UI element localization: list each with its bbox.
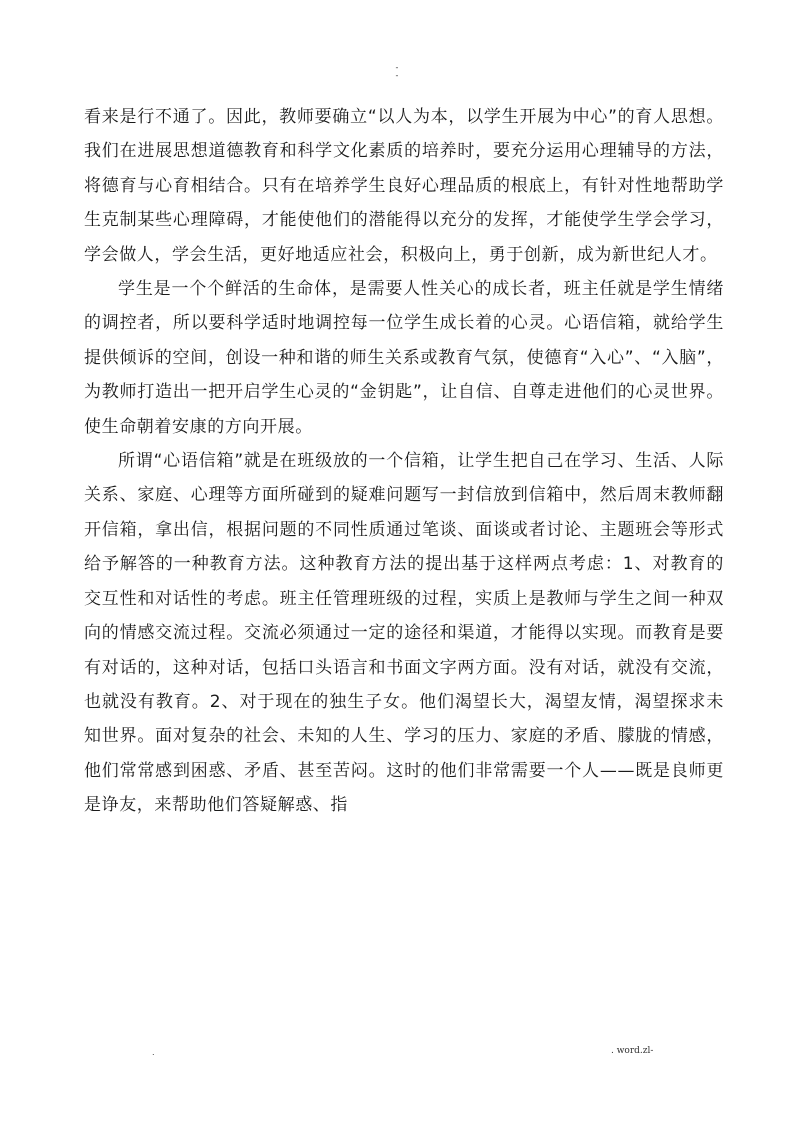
paragraph-2: 学生是一个个鲜活的生命体，是需要人性关心的成长者，班主任就是学生情绪的调控者，所以要科学适时地调控每一位学生成长着的心灵。心语信箱，就给学生提供倾诉的空间，创设一种和谐的师生关系或教育气氛，使德育“入心”、“入脑”，为教师打造出一把开启学生心灵的“金钥匙”，让自信、自尊走进他们的心灵世界。使生命朝着安康的方向开展。	[84, 279, 724, 437]
paragraph-3: 所谓“心语信箱”就是在班级放的一个信箱，让学生把自己在学习、生活、人际关系、家庭、心理等方面所碰到的疑难问题写一封信放到信箱中，然后周末教师翻开信箱，拿出信，根据问题的不同性质通过笔谈、面谈或者讨论、主题班会等形式给予解答的一种教育方法。这种教育方法的提出基于这样两点考虑：1、对教育的交互性和对话性的考虑。班主任管理班级的过程，实质上是教师与学生之间一种双向的情感交流过程。交流必须通过一定的途径和渠道，才能得以实现。而教育是要有对话的，这种对话，包括口头语言和书面文字两方面。没有对话，就没有交流，也就没有教育。2、对于现在的独生子女。他们渴望长大，渴望友情，渴望探求未知世界。面对复杂的社会、未知的人生、学习的压力、家庭的矛盾、朦胧的情感，他们常常感到困惑、矛盾、甚至苦闷。这时的他们非常需要一个人——既是良师更是诤友，来帮助他们答疑解惑、指	[84, 451, 724, 816]
header-mark	[0, 64, 794, 80]
footer-left-mark: .	[152, 1048, 155, 1057]
header-mark-bottom: -	[395, 71, 399, 80]
paragraph-1: 看来是行不通了。因此，教师要确立“以人为本，以学生开展为中心”的育人思想。我们在进展思想道德教育和科学文化素质的培养时，要充分运用心理辅导的方法，将德育与心育相结合。只有在培养学生良好心理品质的根底上，有针对性地帮助学生克制某些心理障碍，才能使他们的潜能得以充分的发挥，才能使学生学会学习，学会做人，学会生活，更好地适应社会，积极向上，勇于创新，成为新世纪人才。	[84, 107, 724, 265]
footer-right-mark: . word.zl-	[611, 1046, 654, 1056]
header-mark-top: -	[395, 63, 399, 72]
document-body	[84, 100, 724, 823]
